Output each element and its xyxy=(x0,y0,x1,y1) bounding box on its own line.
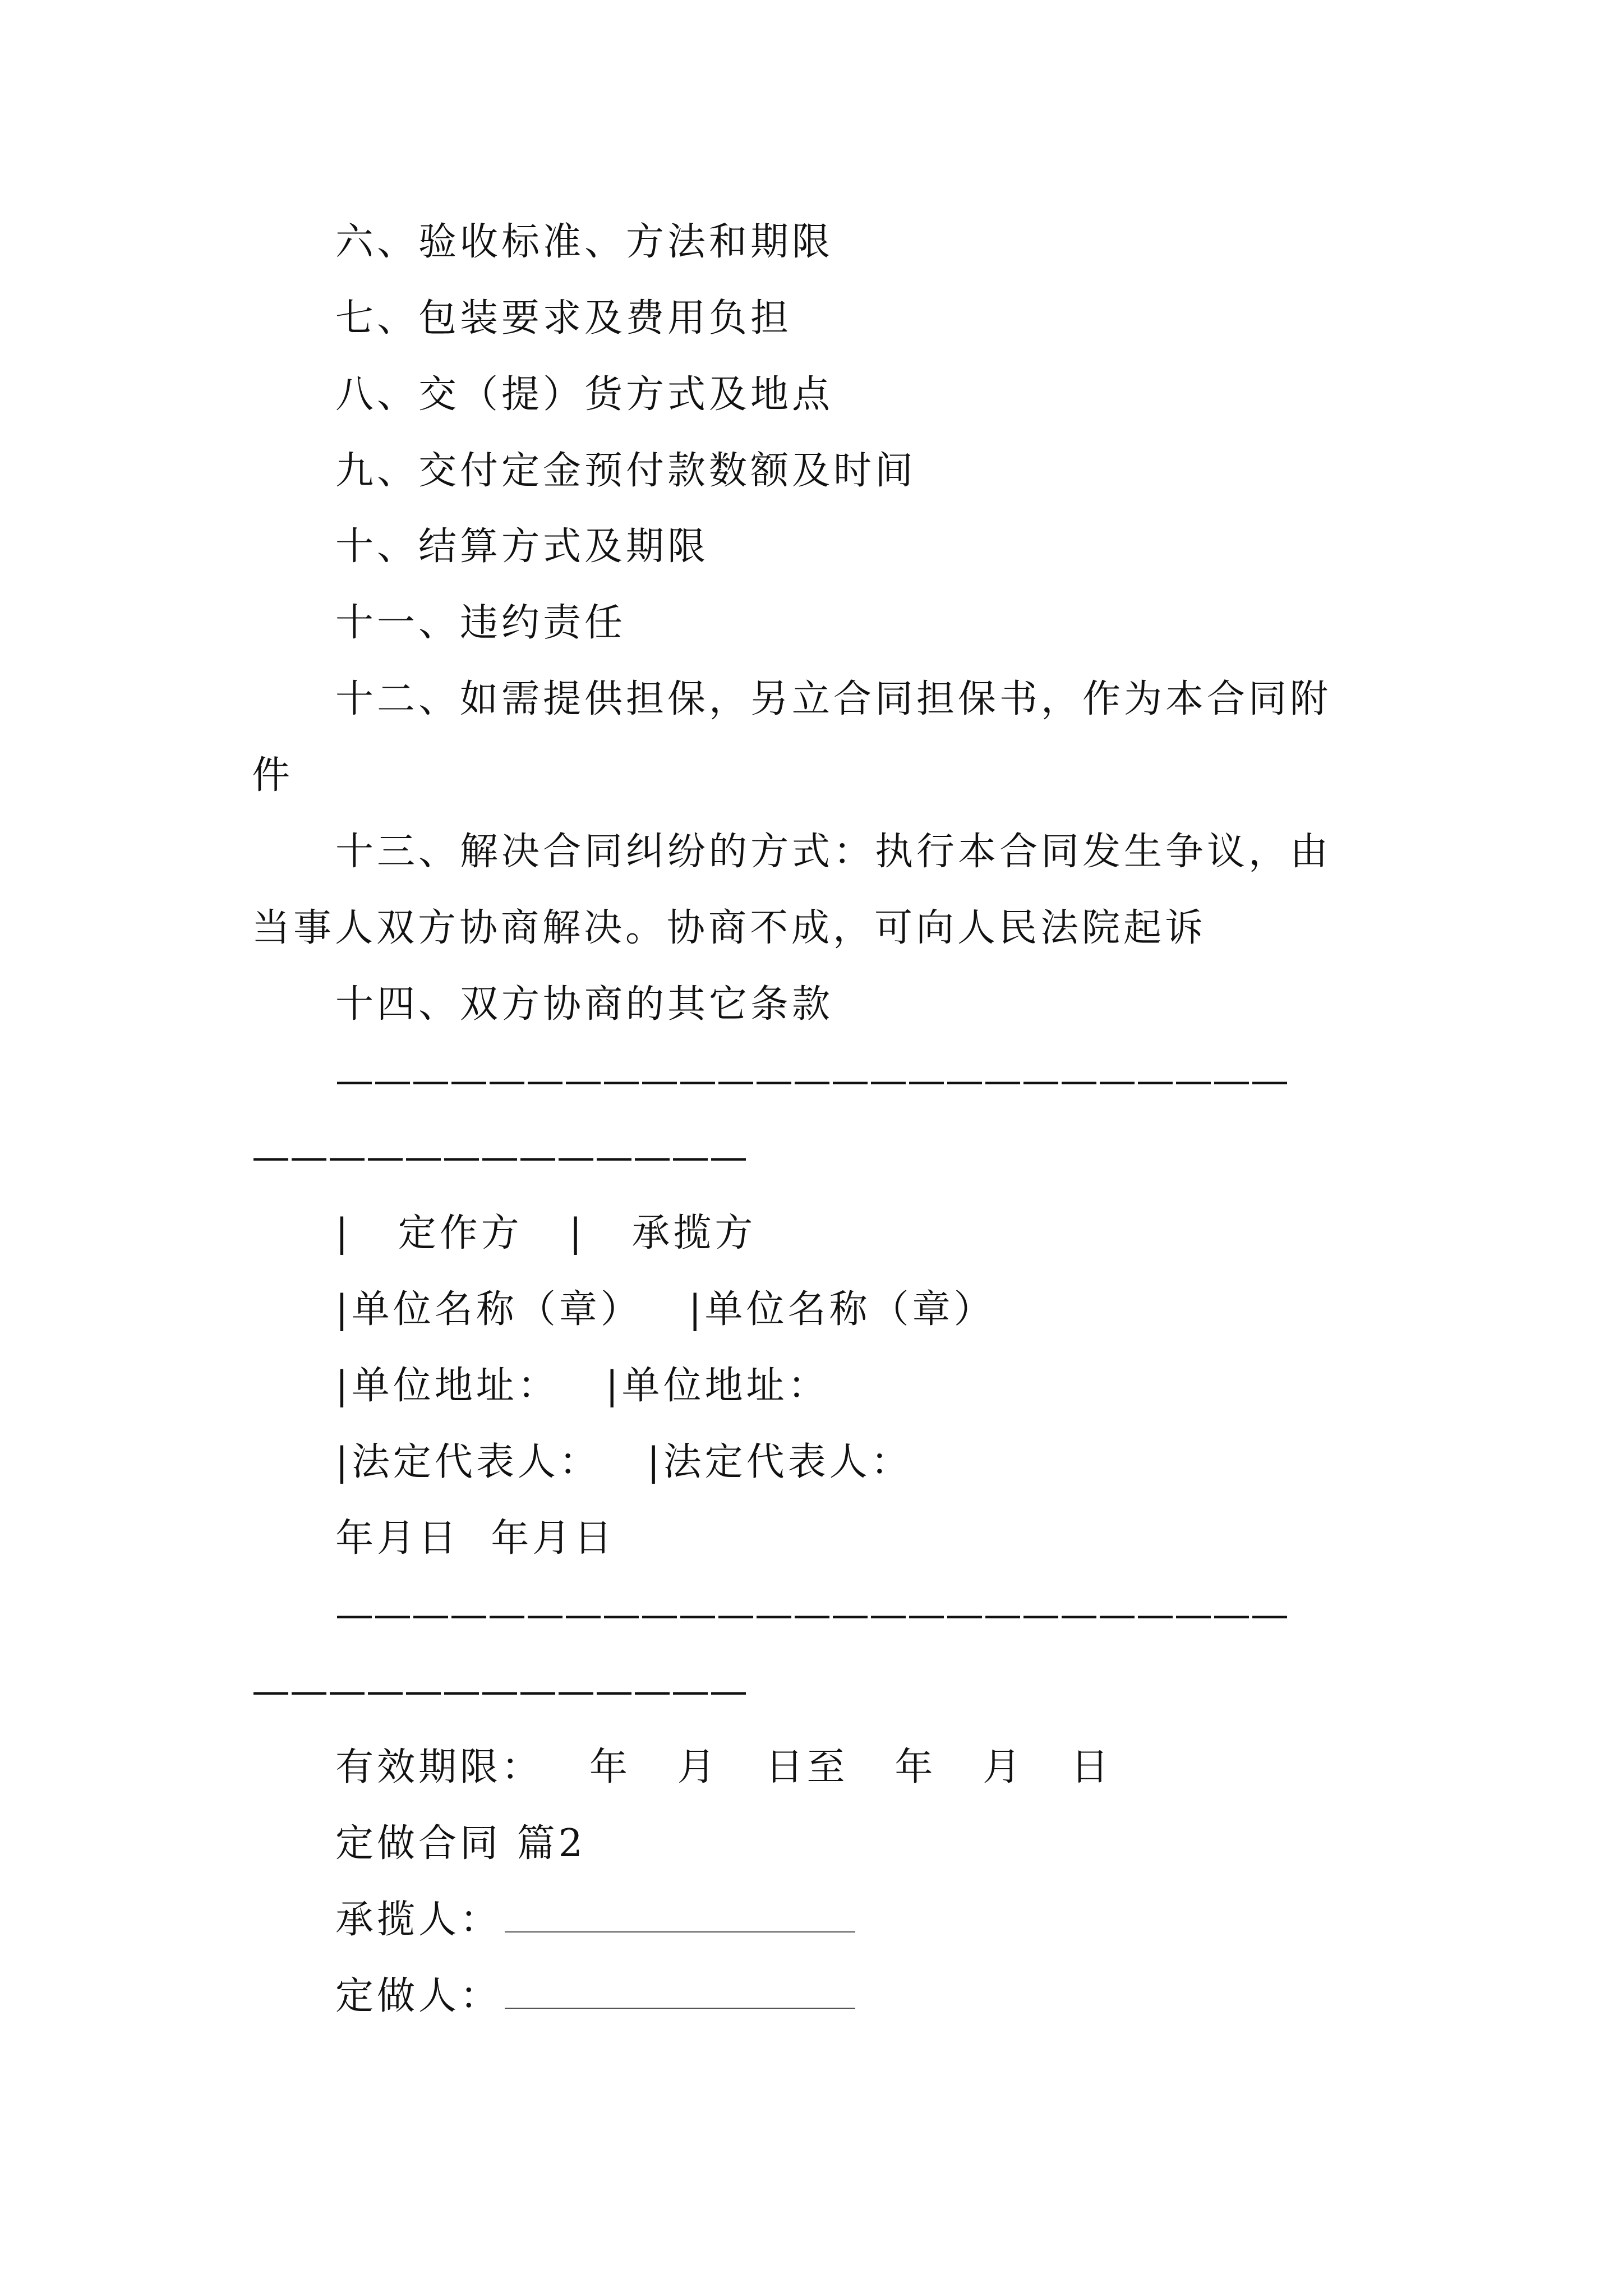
signature-table-row-date: 年月日 年月日 xyxy=(335,1516,616,1561)
clause-14: 十四、双方协商的其它条款 xyxy=(335,982,834,1027)
contractor-label: 承揽人： xyxy=(335,1898,502,1942)
clause-12: 十二、如需提供担保，另立合同担保书，作为本合同附 xyxy=(335,677,1332,721)
signature-table-row-legal-rep: |法定代表人： |法定代表人： xyxy=(335,1440,912,1484)
dash-separator-continued: ————————————— xyxy=(252,1669,748,1713)
contractor-blank[interactable] xyxy=(505,1900,855,1932)
clause-12-continued: 件 xyxy=(252,753,294,798)
dash-separator: ————————————————————————— xyxy=(335,1059,1289,1103)
clause-8: 八、交（提）货方式及地点 xyxy=(335,372,834,417)
orderer-field xyxy=(335,1974,855,2019)
signature-table-row-unit-name: |单位名称（章） |单位名称（章） xyxy=(335,1287,995,1332)
validity-period: 有效期限： 年 月 日至 年 月 日 xyxy=(335,1745,1113,1789)
dash-separator: ————————————————————————— xyxy=(335,1593,1289,1637)
clause-9: 九、交付定金预付款数额及时间 xyxy=(335,449,917,493)
orderer-label: 定做人： xyxy=(335,1974,502,2018)
clause-13: 十三、解决合同纠纷的方式：执行本合同发生争议，由 xyxy=(335,830,1332,874)
section-heading: 定做合同 篇2 xyxy=(335,1821,586,1866)
clause-10: 十、结算方式及期限 xyxy=(335,524,709,569)
clause-7: 七、包装要求及费用负担 xyxy=(335,296,792,341)
clause-13-continued: 当事人双方协商解决。协商不成，可向人民法院起诉 xyxy=(252,906,1207,950)
signature-table-header: | 定作方 | 承揽方 xyxy=(335,1211,757,1255)
contractor-field xyxy=(335,1898,855,1943)
clause-6: 六、验收标准、方法和期限 xyxy=(335,220,834,264)
orderer-blank[interactable] xyxy=(505,1976,855,2009)
signature-table-row-unit-address: |单位地址： |单位地址： xyxy=(335,1364,829,1408)
dash-separator-continued: ————————————— xyxy=(252,1135,748,1179)
clause-11: 十一、违约责任 xyxy=(335,601,626,645)
